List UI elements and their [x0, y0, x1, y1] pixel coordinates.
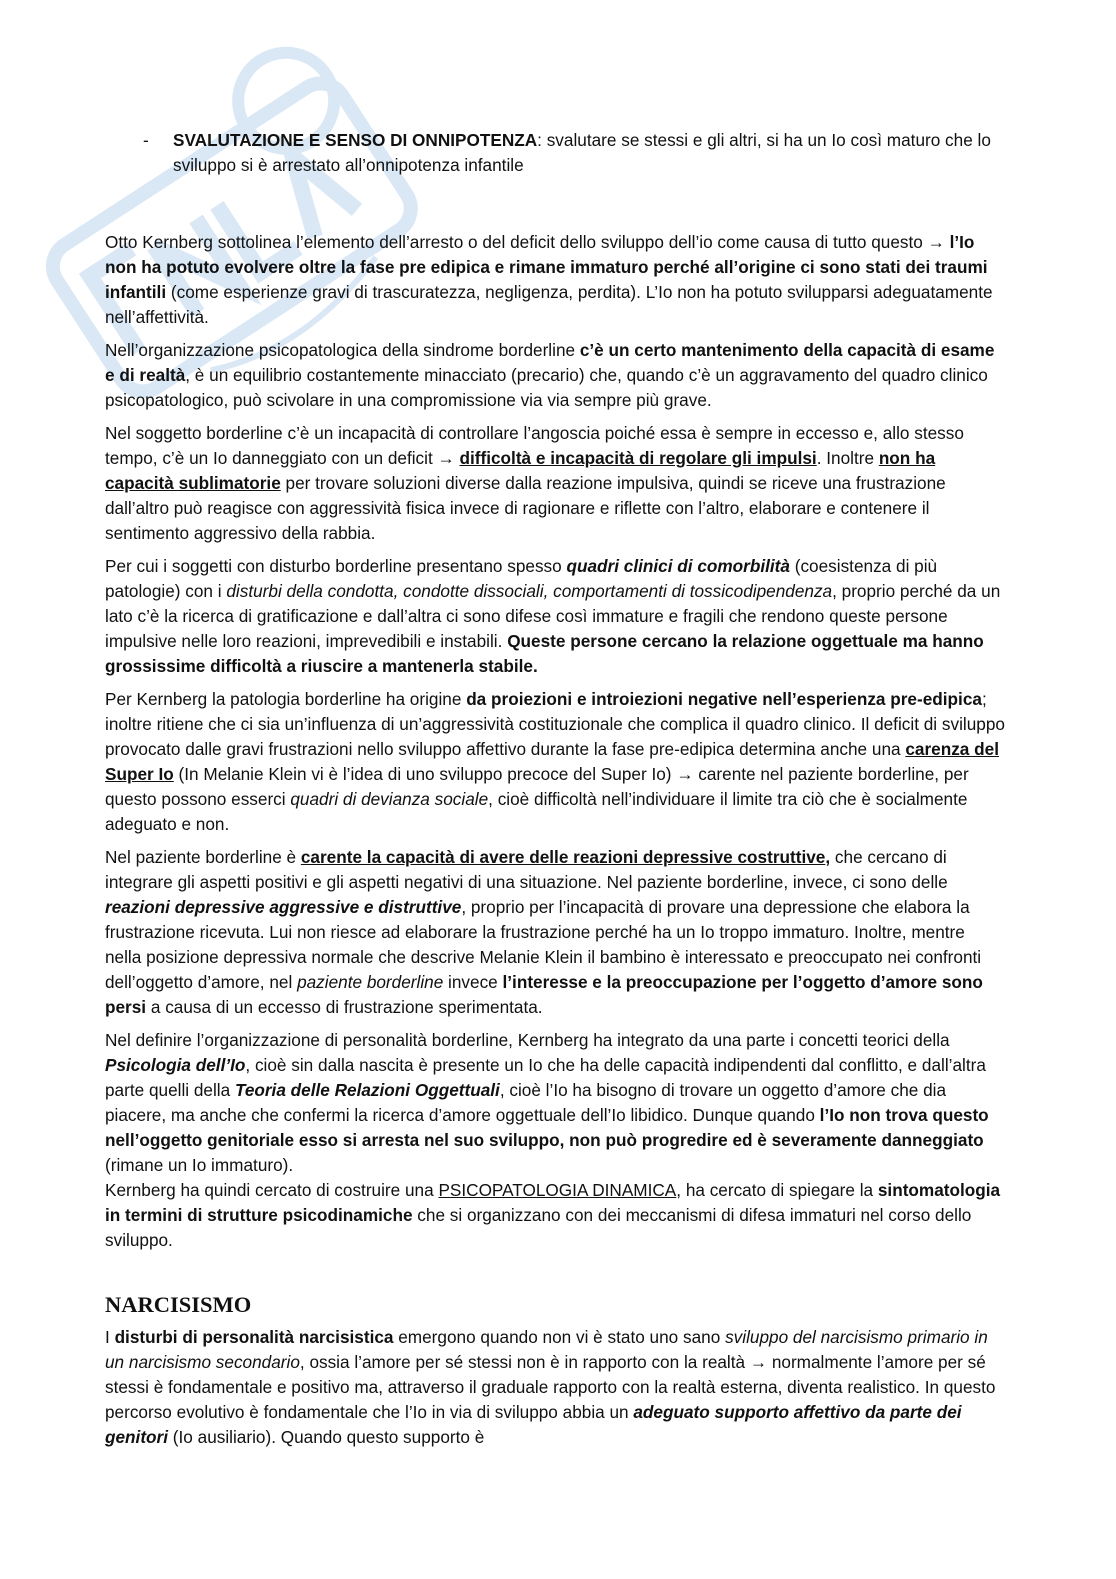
arrow-icon: →: [437, 448, 455, 468]
paragraph-organization: Nell’organizzazione psicopatologica della sindrome borderline c’è un certo mantenimento della capacità di esame e di realtà, è un equilibrio costantemente minacciato (precario) che, quando c’è un aggravamento del quadro clinico psicopatologico, può scivolare in una compromissione via via sempre più grave.: [105, 340, 995, 410]
section-title: NARCISISMO: [105, 1292, 252, 1317]
bullet-label: SVALUTAZIONE E SENSO DI ONNIPOTENZA: [173, 130, 538, 150]
arrow-icon: →: [676, 764, 694, 784]
bullet-item: [105, 128, 1005, 178]
paragraph-integration: Nel definire l’organizzazione di personalità borderline, Kernberg ha integrato da una parte i concetti teorici della Psicologia dell’Io, cioè sin dalla nascita è presente un Io che ha delle capacità indipendenti dal conflitto, e dall’altra parte quelli della Teoria delle Relazioni Oggettuali, cioè l’Io ha bisogno di trovare un oggetto d’amore che dia piacere, ma anche che confermi la ricerca d’amore oggettuale dell’Io libidico. Dunque quando l’Io non trova questo nell’oggetto genitoriale esso si arresta nel suo sviluppo, non può progredire ed è severamente danneggiato (rimane un Io immaturo). Kernberg ha quindi cercato di costruire una PSICOPATOLOGIA DINAMICA, ha cercato di spiegare la sintomatologia in termini di strutture psicodinamiche che si organizzano con dei meccanismi di difesa immaturi nel corso dello sviluppo.: [105, 1030, 1001, 1250]
paragraph-anxiety: Nel soggetto borderline c’è un incapacità di controllare l’angoscia poiché essa è sempre in eccesso e, allo stesso tempo, c’è un Io danneggiato con un deficit → difficoltà e incapacità di regolare gli impulsi. Inoltre non ha capacità sublimatorie per trovare soluzioni diverse dalla reazione impulsiva, quindi se riceve una frustrazione dall’altro può reagisce con aggressività fisica invece di ragionare e riflette con l’altro, elaborare e contenere il sentimento aggressivo della rabbia.: [105, 423, 964, 543]
paragraph-comorbidity: Per cui i soggetti con disturbo borderline presentano spesso quadri clinici di comorbilità (coesistenza di più patologie) con i disturbi della condotta, condotte dissociali, comportamenti di tossicodipendenza, proprio perché da un lato c’è la ricerca di gratificazione e dall’altra ci sono difese così immature e fragili che rendono queste persone impulsive nelle loro reazioni, imprevedibili e instabili. Queste persone cercano la relazione oggettuale ma hanno grossissime difficoltà a riuscire a mantenerla stabile.: [105, 556, 1001, 676]
document-page: [105, 128, 1005, 1458]
paragraph-origin: Per Kernberg la patologia borderline ha origine da proiezioni e introiezioni negative nell’esperienza pre-edipica; inoltre ritiene che ci sia un’influenza di un’aggressività costituzionale che complica il quadro clinico. Il deficit di sviluppo provocato dalle gravi frustrazioni nello sviluppo affettivo durante la fase pre-edipica determina anche una carenza del Super Io (In Melanie Klein vi è l’idea di uno sviluppo precoce del Super Io) → carente nel paziente borderline, per questo possono esserci quadri di devianza sociale, cioè difficoltà nell’individuare il limite tra ciò che è socialmente adeguato e non.: [105, 689, 1005, 834]
paragraph-narcissism: I disturbi di personalità narcisistica emergono quando non vi è stato uno sano sviluppo del narcisismo primario in un narcisismo secondario, ossia l’amore per sé stessi non è in rapporto con la realtà → normalmente l’amore per sé stessi è fondamentale e positivo ma, attraverso il graduale rapporto con la realtà esterna, diventa realistico. In questo percorso evolutivo è fondamentale che l’Io in via di sviluppo abbia un adeguato supporto affettivo da parte dei genitori (Io ausiliario). Quando questo supporto è: [105, 1327, 996, 1447]
bullet-text: SVALUTAZIONE E SENSO DI ONNIPOTENZA: svalutare se stessi e gli altri, si ha un Io così maturo che lo sviluppo si è arrestato all’onnipotenza infantile: [173, 130, 991, 175]
paragraph-depressive: Nel paziente borderline è carente la capacità di avere delle reazioni depressive costruttive, che cercano di integrare gli aspetti positivi e gli aspetti negativi di una situazione. Nel paziente borderline, invece, ci sono delle reazioni depressive aggressive e distruttive, proprio per l’incapacità di provare una depressione che elabora la frustrazione ricevuta. Lui non riesce ad elaborare la frustrazione perché ha un Io troppo immaturo. Inoltre, mentre nella posizione depressiva normale che descrive Melanie Klein il bambino è interessato e preoccupato nei confronti dell’oggetto d’amore, nel paziente borderline invece l’interesse e la preoccupazione per l’oggetto d’amore sono persi a causa di un eccesso di frustrazione sperimentata.: [105, 847, 983, 1017]
arrow-icon: →: [749, 1352, 768, 1372]
bullet-dash: -: [143, 130, 149, 150]
arrow-icon: →: [927, 232, 945, 252]
paragraph-kernberg-arrest: Otto Kernberg sottolinea l’elemento dell’arresto o del deficit dello sviluppo dell’io come causa di tutto questo → l’Io non ha potuto evolvere oltre la fase pre edipica e rimane immaturo perché all’origine ci sono stati dei traumi infantili (come esperienze gravi di trascuratezza, negligenza, perdita). L’Io non ha potuto svilupparsi adeguatamente nell’affettività.: [105, 232, 993, 327]
